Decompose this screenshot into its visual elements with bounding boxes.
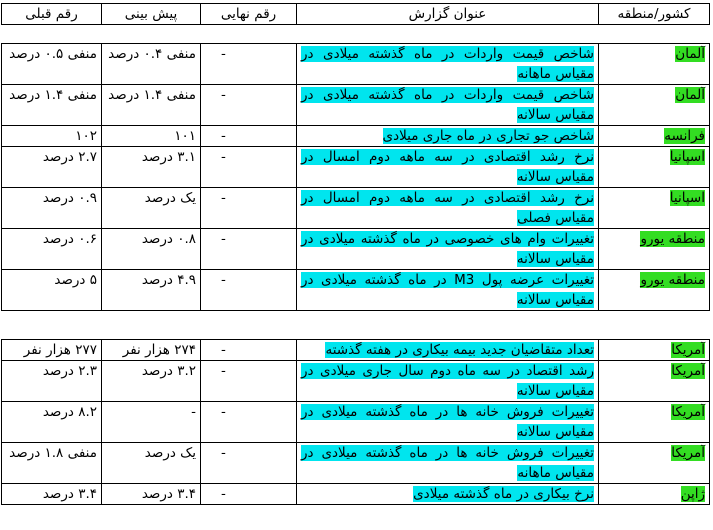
country-cell-text: آمریکا xyxy=(671,445,705,461)
previous-cell xyxy=(2,147,102,188)
forecast-cell-text: ۴.۹ درصد xyxy=(141,272,196,288)
previous-cell-text: ۳.۴ درصد xyxy=(42,486,97,502)
country-cell-text: آلمان xyxy=(675,87,705,103)
previous-cell-text: ۲۷۷ هزار نفر xyxy=(23,342,97,358)
country-cell xyxy=(599,270,710,311)
country-cell-text: اسپانیا xyxy=(669,190,705,206)
report-title-cell-text: شاخص قیمت واردات در ماه گذشته میلادی در مقیاس ماهانه xyxy=(301,46,594,82)
header-forecast: پیش بینی xyxy=(102,4,201,25)
previous-cell xyxy=(2,443,102,484)
actual-cell xyxy=(201,402,297,443)
report-title-cell xyxy=(297,44,599,85)
country-cell xyxy=(599,484,710,505)
previous-cell-text: ۵ درصد xyxy=(54,272,97,288)
country-cell xyxy=(599,44,710,85)
previous-cell-text: منفی ۰.۵ درصد xyxy=(9,46,97,62)
country-cell xyxy=(599,229,710,270)
forecast-cell xyxy=(102,229,201,270)
report-title-cell-text: نرخ رشد اقتصادی در سه ماهه دوم امسال در مقیاس سالانه xyxy=(301,149,594,185)
actual-cell xyxy=(201,270,297,311)
report-title-cell xyxy=(297,340,599,361)
country-cell-text: فرانسه xyxy=(664,128,705,144)
forecast-cell-text: منفی ۱.۴ درصد xyxy=(108,87,196,103)
report-title-cell-text: رشد اقتصاد در سه ماه دوم سال جاری میلادی در مقیاس سالانه xyxy=(301,363,594,399)
previous-cell-text: ۰.۶ درصد xyxy=(42,231,97,247)
previous-cell xyxy=(2,85,102,126)
actual-cell xyxy=(201,340,297,361)
forecast-cell-text: ۳.۲ درصد xyxy=(141,363,196,379)
actual-cell-text: - xyxy=(221,272,226,288)
report-title-cell-text: نرخ بیکاری در ماه گذشته میلادی xyxy=(413,486,594,502)
country-cell xyxy=(599,147,710,188)
forecast-cell-text: یک درصد xyxy=(144,190,196,206)
actual-cell-text: - xyxy=(221,342,226,358)
actual-cell-text: - xyxy=(221,149,226,165)
actual-cell xyxy=(201,361,297,402)
forecast-cell xyxy=(102,402,201,443)
header-title: عنوان گزارش xyxy=(297,4,599,25)
country-cell xyxy=(599,402,710,443)
forecast-cell xyxy=(102,361,201,402)
country-cell xyxy=(599,126,710,147)
report-title-cell-text: شاخص جو تجاری در ماه جاری میلادی xyxy=(382,128,594,144)
table-row xyxy=(2,126,710,147)
forecast-cell-text: ۱۰۱ xyxy=(174,128,196,144)
previous-cell xyxy=(2,361,102,402)
actual-cell-text: - xyxy=(221,87,226,103)
table-row xyxy=(2,229,710,270)
report-title-cell xyxy=(297,402,599,443)
country-cell xyxy=(599,188,710,229)
country-cell xyxy=(599,340,710,361)
table-row xyxy=(2,85,710,126)
country-cell-text: آلمان xyxy=(675,46,705,62)
forecast-cell xyxy=(102,147,201,188)
report-title-cell xyxy=(297,443,599,484)
americas-asia-table xyxy=(1,339,710,505)
actual-cell xyxy=(201,188,297,229)
previous-cell-text: ۱۰۲ xyxy=(75,128,97,144)
country-cell xyxy=(599,361,710,402)
report-title-cell-text: تغییرات فروش خانه ها در ماه گذشته میلادی در مقیاس ماهانه xyxy=(301,445,594,481)
europe-table-body xyxy=(2,44,710,311)
forecast-cell-text: - xyxy=(191,404,196,420)
table-row xyxy=(2,484,710,505)
forecast-cell xyxy=(102,188,201,229)
actual-cell xyxy=(201,147,297,188)
previous-cell-text: ۲.۷ درصد xyxy=(42,149,97,165)
table-row xyxy=(2,44,710,85)
actual-cell-text: - xyxy=(221,231,226,247)
actual-cell-text: - xyxy=(221,128,226,144)
report-title-cell-text: نرخ رشد اقتصادی در سه ماهه دوم امسال در مقیاس فصلی xyxy=(301,190,594,226)
report-title-cell xyxy=(297,85,599,126)
forecast-cell-text: ۲۷۴ هزار نفر xyxy=(122,342,196,358)
report-title-cell xyxy=(297,229,599,270)
table-row xyxy=(2,188,710,229)
header-previous: رقم قبلی xyxy=(2,4,102,25)
table-row xyxy=(2,147,710,188)
forecast-cell xyxy=(102,443,201,484)
previous-cell xyxy=(2,44,102,85)
actual-cell-text: - xyxy=(221,190,226,206)
forecast-cell-text: منفی ۰.۴ درصد xyxy=(108,46,196,62)
country-cell-text: آمریکا xyxy=(671,363,705,379)
actual-cell xyxy=(201,229,297,270)
actual-cell xyxy=(201,484,297,505)
forecast-cell xyxy=(102,85,201,126)
forecast-cell-text: ۳.۴ درصد xyxy=(141,486,196,502)
forecast-cell xyxy=(102,270,201,311)
country-cell-text: اسپانیا xyxy=(669,149,705,165)
forecast-cell-text: ۰.۸ درصد xyxy=(141,231,196,247)
header-table xyxy=(1,3,710,25)
report-title-cell-text: تغییرات عرضه پول M3 در ماه گذشته میلادی در مقیاس سالانه xyxy=(301,272,594,308)
country-cell xyxy=(599,85,710,126)
actual-cell-text: - xyxy=(221,46,226,62)
header-country: کشور/منطقه xyxy=(599,4,710,25)
previous-cell xyxy=(2,484,102,505)
country-cell-text: منطقه یورو xyxy=(640,231,705,247)
previous-cell-text: ۰.۹ درصد xyxy=(42,190,97,206)
actual-cell-text: - xyxy=(221,363,226,379)
country-cell-text: منطقه یورو xyxy=(640,272,705,288)
report-title-cell-text: تعداد متقاضیان جدید بیمه بیکاری در هفته گذشته xyxy=(325,342,594,358)
header-actual: رقم نهایی xyxy=(201,4,297,25)
report-title-cell xyxy=(297,484,599,505)
country-cell xyxy=(599,443,710,484)
forecast-cell xyxy=(102,484,201,505)
actual-cell xyxy=(201,126,297,147)
previous-cell xyxy=(2,340,102,361)
report-title-cell-text: تغییرات فروش خانه ها در ماه گذشته میلادی در مقیاس سالانه xyxy=(301,404,594,440)
table-row xyxy=(2,402,710,443)
country-cell-text: آمریکا xyxy=(671,404,705,420)
previous-cell xyxy=(2,402,102,443)
previous-cell xyxy=(2,188,102,229)
forecast-cell-text: ۳.۱ درصد xyxy=(141,149,196,165)
table-row xyxy=(2,340,710,361)
previous-cell-text: منفی ۱.۸ درصد xyxy=(9,445,97,461)
actual-cell-text: - xyxy=(221,486,226,502)
previous-cell xyxy=(2,270,102,311)
report-title-cell-text: شاخص قیمت واردات در ماه گذشته میلادی در مقیاس سالانه xyxy=(301,87,594,123)
report-title-cell xyxy=(297,126,599,147)
header-row xyxy=(2,4,710,25)
actual-cell xyxy=(201,85,297,126)
report-title-cell xyxy=(297,361,599,402)
country-cell-text: ژاپن xyxy=(680,486,705,502)
americas-asia-table-body xyxy=(2,340,710,505)
previous-cell-text: ۸.۲ درصد xyxy=(42,404,97,420)
forecast-cell xyxy=(102,44,201,85)
forecast-cell xyxy=(102,340,201,361)
europe-table xyxy=(1,43,710,311)
previous-cell-text: منفی ۱.۴ درصد xyxy=(9,87,97,103)
forecast-cell-text: یک درصد xyxy=(144,445,196,461)
country-cell-text: آمریکا xyxy=(671,342,705,358)
previous-cell-text: ۲.۳ درصد xyxy=(42,363,97,379)
report-title-cell xyxy=(297,188,599,229)
previous-cell xyxy=(2,229,102,270)
table-row xyxy=(2,270,710,311)
forecast-cell xyxy=(102,126,201,147)
report-title-cell xyxy=(297,147,599,188)
actual-cell xyxy=(201,443,297,484)
table-row xyxy=(2,443,710,484)
report-title-cell xyxy=(297,270,599,311)
table-row xyxy=(2,361,710,402)
actual-cell-text: - xyxy=(221,445,226,461)
report-title-cell-text: تغییرات وام های خصوصی در ماه گذشته میلادی در مقیاس سالانه xyxy=(301,231,594,267)
actual-cell xyxy=(201,44,297,85)
actual-cell-text: - xyxy=(221,404,226,420)
previous-cell xyxy=(2,126,102,147)
